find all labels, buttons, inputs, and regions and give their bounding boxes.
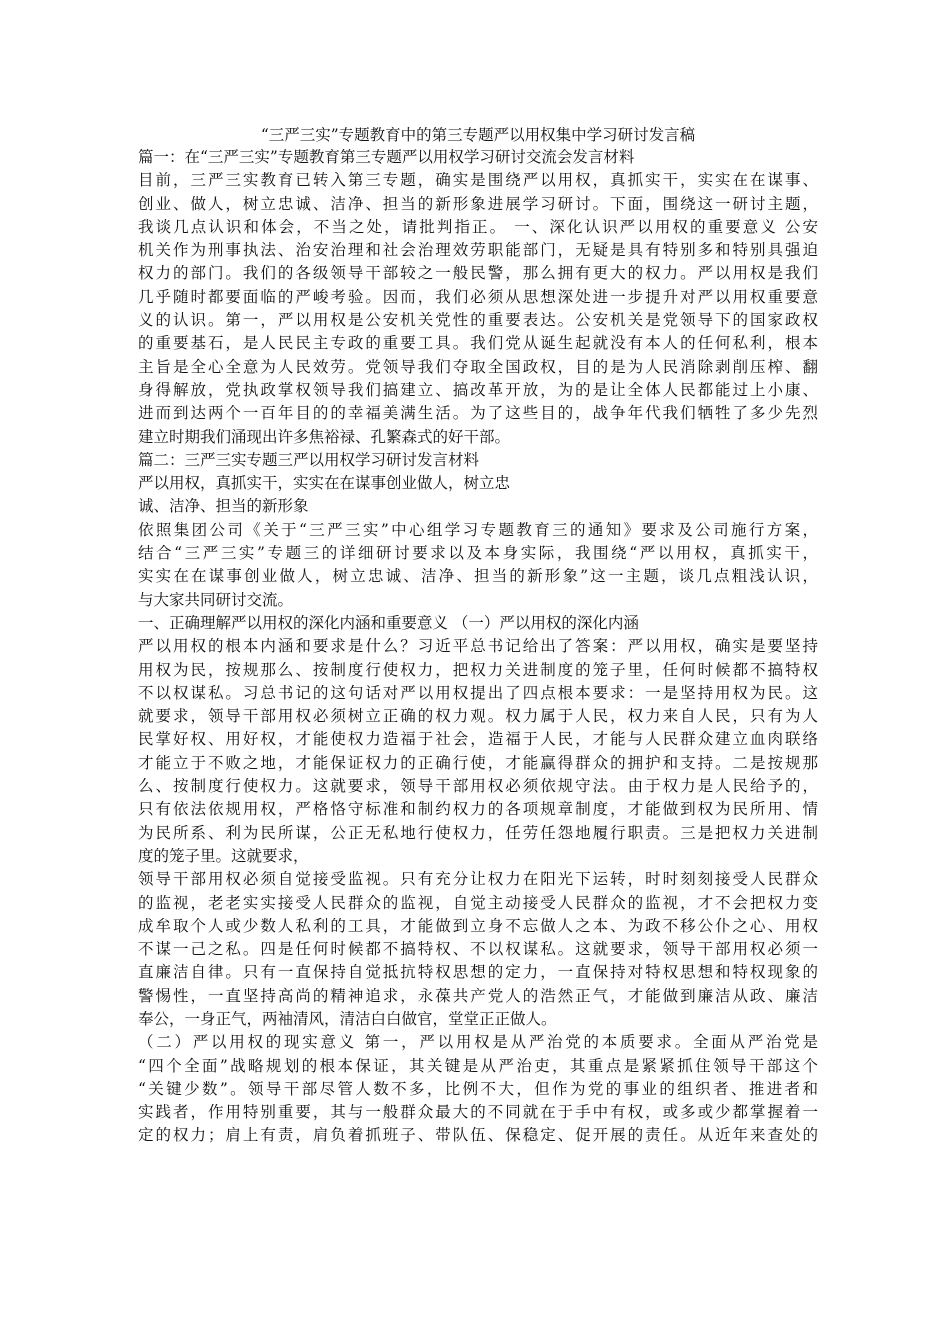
text-line: 严以用权的根本内涵和要求是什么？习近平总书记给出了答案：严以用权，确实是要坚持 xyxy=(138,637,818,656)
section1-body xyxy=(138,169,818,449)
text-line: 义的认识。第一，严以用权是公安机关党性的重要表达。公安机关是党领导下的国家政权 xyxy=(138,311,818,330)
text-line: 直廉洁自律。只有一直保持自觉抵抗特权思想的定力，一直保持对特权思想和特权现象的 xyxy=(138,963,818,982)
text-line: “四个全面”战略规划的根本保证，其关键是从严治吏，其重点是紧紧抓住领导干部这个 xyxy=(138,1056,818,1075)
section2-paragraph-2 xyxy=(138,635,818,868)
section1-heading: 篇一：在“三严三实”专题教育第三专题严以用权学习研讨交流会发言材料 xyxy=(138,148,635,166)
text-line: 民掌好权、用好权，才能使权力造福于社会，造福于人民，才能与人民群众建立血肉联络 xyxy=(138,730,818,749)
text-line: 我谈几点认识和体会，不当之处，请批判指正。 一、深化认识严以用权的重要意义 公安 xyxy=(138,217,818,236)
document-page xyxy=(138,124,818,1148)
text-line: 度的笼子里。这就要求， xyxy=(138,846,309,865)
text-line: 实践者，作用特别重要，其与一般群众最大的不同就在于手中有权，或多或少都掌握着一 xyxy=(138,1103,818,1122)
section2-subtitle-line2: 诚、洁净、担当的新形象 xyxy=(138,497,309,516)
section2-heading: 篇二：三严三实专题三严以用权学习研讨发言材料 xyxy=(138,450,480,469)
text-line: 依照集团公司《关于“三严三实”中心组学习专题教育三的通知》要求及公司施行方案， xyxy=(138,520,818,539)
text-line: 才能立于不败之地，才能保证权力的正确行使，才能赢得群众的拥护和支持。二是按规那 xyxy=(138,753,818,772)
section2-paragraph-3 xyxy=(138,868,818,1031)
text-line: “关键少数”。领导干部尽管人数不多，比例不大，但作为党的事业的组织者、推进者和 xyxy=(138,1079,818,1098)
text-line: 与大家共同研讨交流。 xyxy=(138,590,294,609)
text-line: 领导干部用权必须自觉接受监视。只有充分让权力在阳光下运转，时时刻刻接受人民群众 xyxy=(138,870,818,889)
text-line: 为民所系、利为民所谋，公正无私地行使权力，任劳任怨地履行职责。三是把权力关进制 xyxy=(138,823,818,842)
text-line: 创业、做人，树立忠诚、洁净、担当的新形象进展学习研讨。下面，围绕这一研讨主题， xyxy=(138,194,818,213)
text-line: 警惕性，一直坚持高尚的精神追求，永葆共产党人的浩然正气，才能做到廉洁从政、廉洁 xyxy=(138,986,818,1005)
text-line: 建立时期我们涌现出许多焦裕禄、孔繁森式的好干部。 xyxy=(138,427,511,446)
section2-paragraph-1 xyxy=(138,519,818,612)
text-line: 成牟取个人或少数人私利的工具，才能做到立身不忘做人之本、为政不移公仆之心、用权 xyxy=(138,916,818,935)
text-line: （二）严以用权的现实意义 第一，严以用权是从严治党的本质要求。全面从严治党是 xyxy=(138,1033,818,1052)
text-line: 用权为民，按规那么、按制度行使权力，把权力关进制度的笼子里，任何时候都不搞特权 xyxy=(138,660,818,679)
text-line: 只有依法依规用权，严格恪守标准和制约权力的各项规章制度，才能做到权为民所用、情 xyxy=(138,800,818,819)
text-line: 定的权力；肩上有责，肩负着抓班子、带队伍、保稳定、促开展的责任。从近年来查处的 xyxy=(138,1126,818,1145)
text-line: 进而到达两个一百年目的的幸福美满生活。为了这些目的，战争年代我们牺牲了多少先烈 xyxy=(138,404,818,423)
text-line: 目前，三严三实教育已转入第三专题，确实是围绕严以用权，真抓实干，实实在在谋事、 xyxy=(138,171,818,190)
section2-subheading: 一、正确理解严以用权的深化内涵和重要意义 （一）严以用权的深化内涵 xyxy=(138,613,639,632)
text-line: 主旨是全心全意为人民效劳。党领导我们夺取全国政权，目的是为人民消除剥削压榨、翻 xyxy=(138,357,818,376)
text-line: 几乎随时都要面临的严峻考验。因而，我们必须从思想深处进一步提升对严以用权重要意 xyxy=(138,287,818,306)
text-line: 结合“三严三实”专题三的详细研讨要求以及本身实际，我围绕“严以用权，真抓实干， xyxy=(138,544,818,563)
section2-paragraph-4 xyxy=(138,1031,818,1147)
text-line: 不谋一己之私。四是任何时候都不搞特权、不以权谋私。这就要求，领导干部用权必须一 xyxy=(138,940,818,959)
text-line: 权力的部门。我们的各级领导干部较之一般民警，那么拥有更大的权力。严以用权是我们 xyxy=(138,264,818,283)
text-line: 么、按制度行使权力。这就要求，领导干部用权必须依规守法。由于权力是人民给予的， xyxy=(138,777,818,796)
text-line: 奉公，一身正气，两袖清风，清洁白白做官，堂堂正正做人。 xyxy=(138,1009,557,1028)
text-line: 身得解放，党执政掌权领导我们搞建立、搞改革开放，为的是让全体人民都能过上小康、 xyxy=(138,380,818,399)
section2-subtitle-line1: 严以用权，真抓实干，实实在在谋事创业做人，树立忠 xyxy=(138,474,511,493)
document-title: “三严三实”专题教育中的第三专题严以用权集中学习研讨发言稿 xyxy=(260,126,696,144)
text-line: 不以权谋私。习总书记的这句话对严以用权提出了四点根本要求：一是坚持用权为民。这 xyxy=(138,683,818,702)
text-line: 的重要基石，是人民民主专政的重要工具。我们党从诞生起就没有本人的任何私利，根本 xyxy=(138,334,818,353)
text-line: 就要求，领导干部用权必须树立正确的权力观。权力属于人民，权力来自人民，只有为人 xyxy=(138,707,818,726)
text-line: 机关作为刑事执法、治安治理和社会治理效劳职能部门，无疑是具有特别多和特别具强迫 xyxy=(138,241,818,260)
text-line: 的监视，老老实实接受人民群众的监视，自觉主动接受人民群众的监视，才不会把权力变 xyxy=(138,893,818,912)
text-line: 实实在在谋事创业做人，树立忠诚、洁净、担当的新形象”这一主题，谈几点粗浅认识， xyxy=(138,567,818,586)
